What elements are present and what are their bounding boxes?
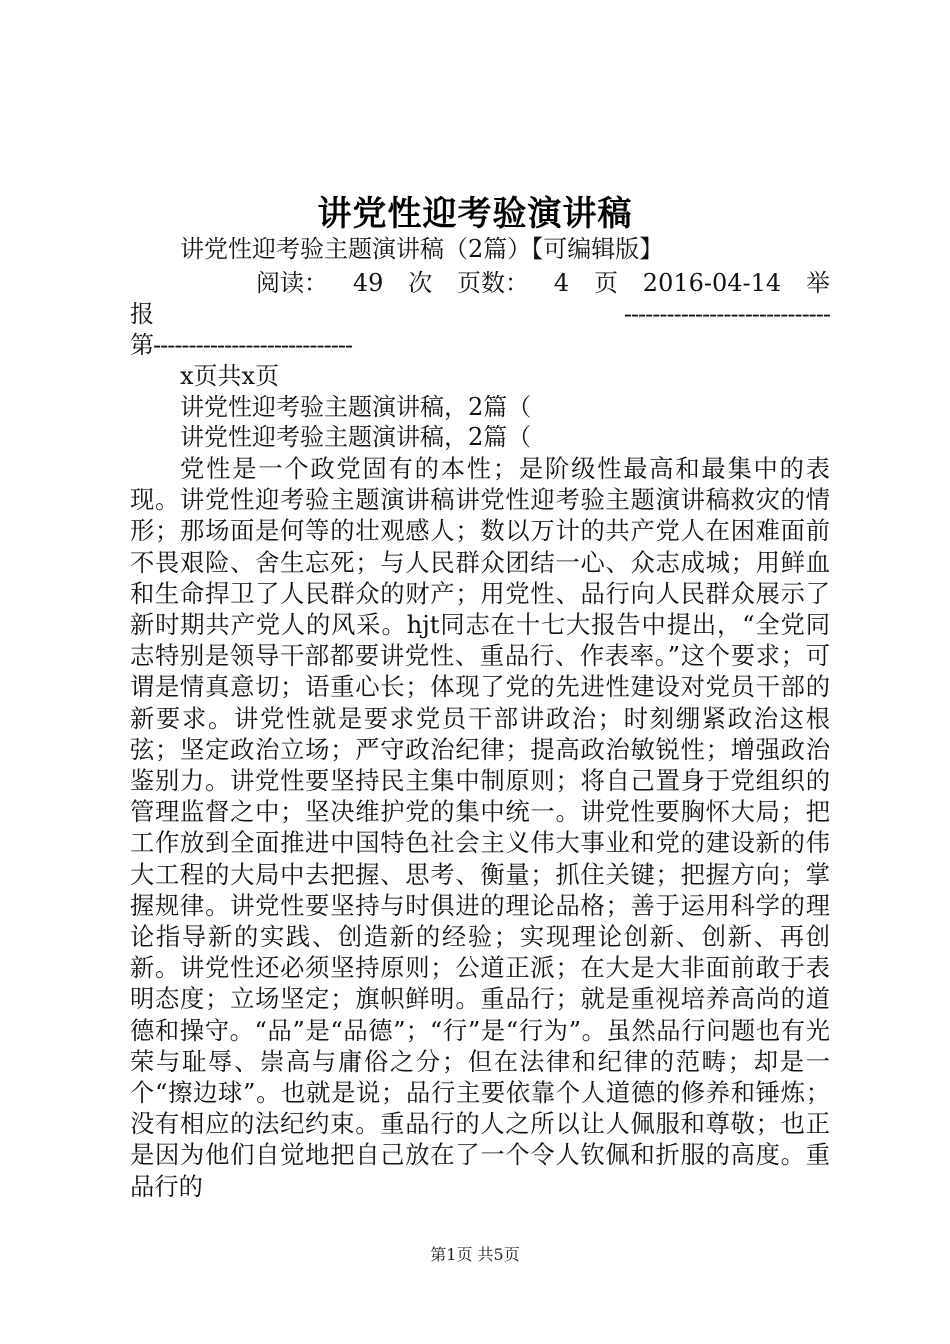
dash-separator-left: 第---------------------------- [130,331,353,359]
document-subtitle: 讲党性迎考验主题演讲稿（2篇）【可编辑版】 [180,235,664,263]
read-label: 阅读： [256,269,328,297]
report-cont[interactable]: 报 [130,300,154,328]
dash-separator-right: ----------------------------- [623,300,830,328]
document-title: 讲党性迎考验演讲稿 [317,194,633,234]
page-unit: 页 [593,269,618,297]
body-paragraph: 党性是一个政党固有的本性；是阶级性最高和最集中的表现。讲党性迎考验主题演讲稿讲党性迎考验主题演讲稿救灾的情形；那场面是何等的壮观感人；数以万计的共产党人在困难面前不畏艰险、舍生忘死；与人民群众团结一心、众志成城；用鲜血和生命捍卫了人民群众的财产；用党性、品行向人民群众展示了新时期共产党人的风采。hjt同志在十七大报告中提出，“全党同志特别是领导干部都要讲党性、重品行、作表率。”这个要求；可谓是情真意切；语重心长；体现了党的先进性建设对党员干部的新要求。讲党性就是要求党员干部讲政治；时刻绷紧政治这根弦；坚定政治立场；严守政治纪律；提高政治敏锐性；增强政治鉴别力。讲党性要坚持民主集中制原则；将自己置身于党组织的管理监督之中；坚决维护党的集中统一。讲党性要胸怀大局；把工作放到全面推进中国特色社会主义伟大事业和党的建设新的伟大工程的大局中去把握、思考、衡量；抓住关键；把握方向；掌握规律。讲党性要坚持与时俱进的理论品格；善于运用科学的理论指导新的实践、创造新的经验；实现理论创新、创新、再创新。讲党性还必须坚持原则；公道正派；在大是大非面前敢于表明态度；立场坚定；旗帜鲜明。重品行；就是重视培养高尚的道德和操守。“品”是“品德”；“行”是“行为”。虽然品行问题也有光荣与耻辱、崇高与庸俗之分；但在法律和纪律的范畴；却是一个“擦边球”。也就是说；品行主要依靠个人道德的修养和锤炼；没有相应的法纪约束。重品行的人之所以让人佩服和尊敬；也正是因为他们自觉地把自己放在了一个令人钦佩和折服的高度。重品行的 [130,454,830,1201]
page-of-text: x页共x页 [180,362,280,390]
read-count: 49 [352,269,384,297]
page-count: 4 [553,269,570,297]
document-meta [256,267,830,299]
report-link[interactable]: 举 [806,269,830,297]
read-unit: 次 [408,269,433,297]
report-line [130,299,830,330]
list-item: 讲党性迎考验主题演讲稿，2篇（ [180,423,532,451]
pages-label: 页数： [457,269,530,297]
publish-date: 2016-04-14 [642,269,782,297]
list-item: 讲党性迎考验主题演讲稿，2篇（ [180,393,532,421]
page-footer: 第1页 共5页 [430,1245,520,1264]
